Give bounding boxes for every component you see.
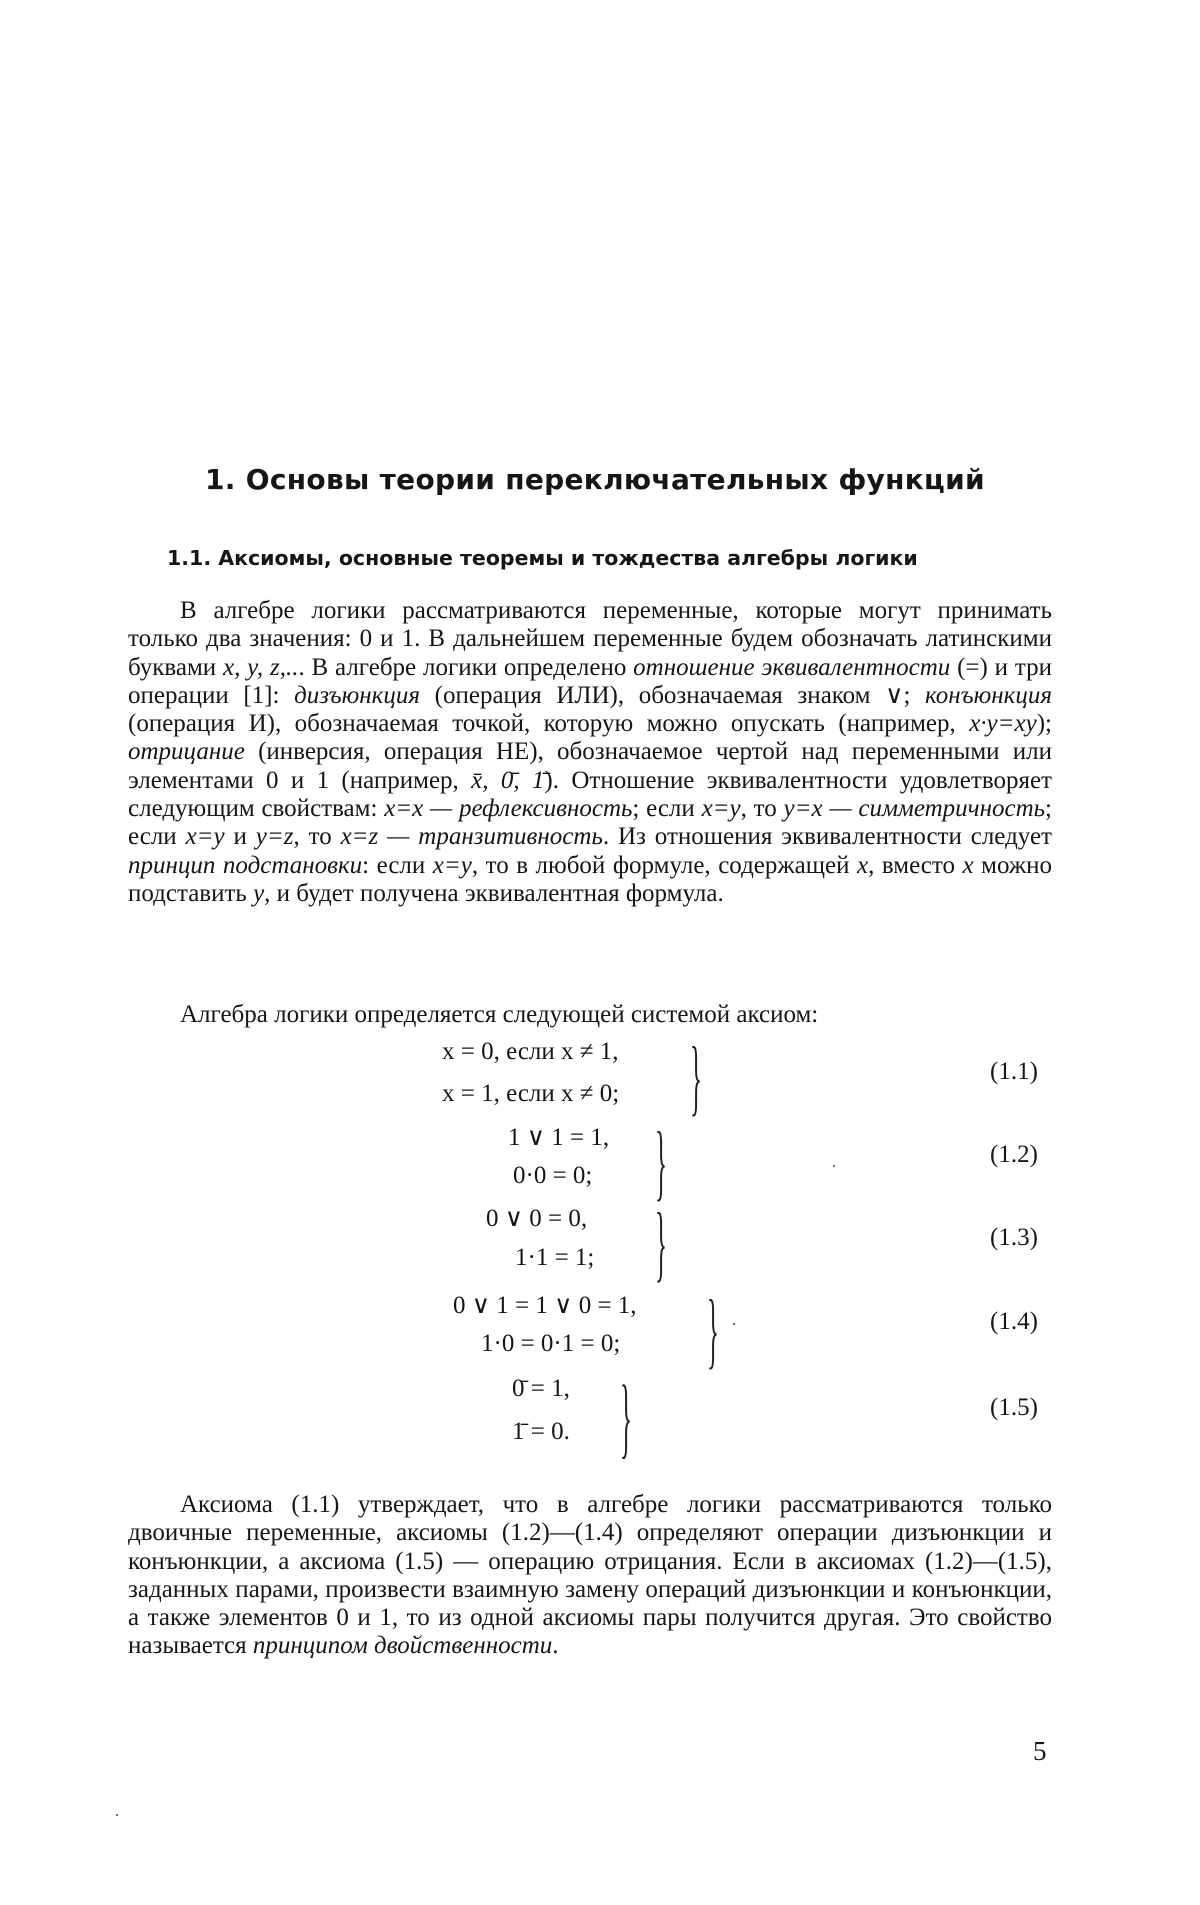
axioms-intro: Алгебра логики определяется следующей системой аксиом: — [180, 1001, 819, 1028]
page-number: 5 — [1033, 1736, 1047, 1766]
axiom-1-4-line-2: 1·0 = 0·1 = 0; — [481, 1330, 621, 1357]
variable-x: x — [857, 851, 869, 879]
text-run: ; если — [632, 795, 702, 823]
text-run: и — [224, 823, 256, 851]
term-reflexivity: — рефлексивность — [423, 795, 633, 823]
brace: } — [620, 1365, 632, 1467]
axiom-1-5-line-1: 0̄ = 1, — [512, 1375, 570, 1402]
text-run: (=) и три операции [1]: — [128, 653, 1052, 709]
text-run: (операция ИЛИ), обозначаемая знаком ∨; — [420, 681, 926, 709]
text-run: ); — [1036, 710, 1052, 738]
substitution-premise: x=y — [432, 851, 472, 879]
symmetry-premise: x=y — [701, 795, 741, 823]
equation-number: (1.3) — [990, 1224, 1038, 1251]
term-symmetry: — симметричность — [822, 795, 1046, 823]
text-run: , и будет получена эквивалентная формула. — [264, 879, 724, 907]
chapter-title: 1. Основы теории переключательных функций — [205, 463, 985, 496]
term-negation: отрицание — [128, 738, 245, 766]
axiom-1-2-line-2: 0·0 = 0; — [513, 1162, 593, 1189]
text-run: (операция И), обозначаемая точкой, которую можно опускать (например, — [128, 710, 970, 738]
term-duality: принципом двойственности — [252, 1632, 553, 1660]
reflexivity-formula: x=x — [384, 795, 424, 823]
brace: } — [690, 1028, 702, 1124]
term-disjunction: дизъюнкция — [294, 681, 420, 709]
term-conjunction: конъюнкция — [925, 681, 1052, 709]
variables-list: x, y, z,.. — [223, 653, 299, 681]
brace: } — [655, 1113, 667, 1209]
text-run: , то — [293, 823, 341, 851]
text-run: . В алгебре логики определено — [298, 653, 634, 681]
equation-number: (1.4) — [990, 1308, 1038, 1335]
text-run: В алгебре логики рассматриваются переменные, которые могут принимать только два значения: 0 и 1. В дальнейшем переменные будем обозначать латинскими буквами — [128, 597, 1052, 681]
text-run: . — [552, 1632, 559, 1660]
closing-paragraph — [128, 1491, 1052, 1661]
scan-speck — [733, 1323, 735, 1325]
scan-speck — [116, 1814, 118, 1816]
variable-x: x — [962, 851, 974, 879]
conjunction-example: x·y=xy — [969, 710, 1037, 738]
axiom-1-1-line-1: x = 0, если x ≠ 1, — [442, 1038, 619, 1065]
brace: } — [655, 1194, 667, 1290]
text-run: ). Отношение эквивалентности удовлетворяет следующим свойствам: — [128, 766, 1052, 823]
axiom-1-5-line-2: 1̄ = 0. — [512, 1418, 570, 1445]
text-run: можно подставить — [128, 851, 1052, 907]
brace: } — [707, 1281, 719, 1377]
intro-paragraph — [128, 597, 1052, 908]
transitivity-conclusion: x=z — [340, 823, 379, 851]
term-transitivity: — транзитивность — [378, 823, 603, 851]
symmetry-conclusion: y=x — [783, 795, 823, 823]
term-equivalence: отношение эквивалентности — [633, 653, 951, 681]
transitivity-premise-1: x=y — [185, 823, 225, 851]
equation-number: (1.5) — [990, 1394, 1038, 1421]
equation-number: (1.1) — [990, 1058, 1038, 1085]
axiom-1-3-line-2: 1·1 = 1; — [515, 1244, 595, 1271]
text-run: . Из отношения эквивалентности следует — [602, 823, 1052, 851]
term-substitution: принцип подстановки — [128, 851, 363, 879]
text-run: , то — [740, 795, 784, 823]
axiom-1-2-line-1: 1 ∨ 1 = 1, — [508, 1124, 610, 1151]
axiom-1-4-line-1: 0 ∨ 1 = 1 ∨ 0 = 1, — [453, 1292, 637, 1319]
text-run: , то в любой формуле, содержащей — [471, 851, 858, 879]
text-run: (инверсия, операция НЕ), обозначаемое чертой над переменными или элементами 0 и 1 (например, — [128, 738, 1052, 794]
section-title: 1.1. Аксиомы, основные теоремы и тождества алгебры логики — [167, 546, 918, 570]
variable-y: y — [253, 879, 265, 907]
negation-example: x̄, 0̄, 1̄ — [471, 766, 545, 794]
text-run: : если — [362, 851, 433, 879]
equation-number: (1.2) — [990, 1141, 1038, 1168]
transitivity-premise-2: y=z — [255, 823, 294, 851]
axiom-1-3-line-1: 0 ∨ 0 = 0, — [486, 1205, 588, 1232]
axiom-1-1-line-2: x = 1, если x ≠ 0; — [442, 1080, 620, 1107]
scan-speck — [833, 1165, 835, 1167]
text-run: Аксиома (1.1) утверждает, что в алгебре логики рассматриваются только двоичные переменные, аксиомы (1.2)—(1.4) определяют операции дизъюнкции и конъюнкции, а аксиома (1.5) — операцию отрицания. Если в аксиомах (1.2)—(1.5), заданных парами, произвести взаимную замену операций дизъюнкции и конъюнкции, а также элементов 0 и 1, то из одной аксиомы пары получится другая. Это свойство называется — [128, 1491, 1052, 1660]
text-run: , вместо — [868, 851, 963, 879]
text-run: ; если — [128, 795, 1052, 851]
